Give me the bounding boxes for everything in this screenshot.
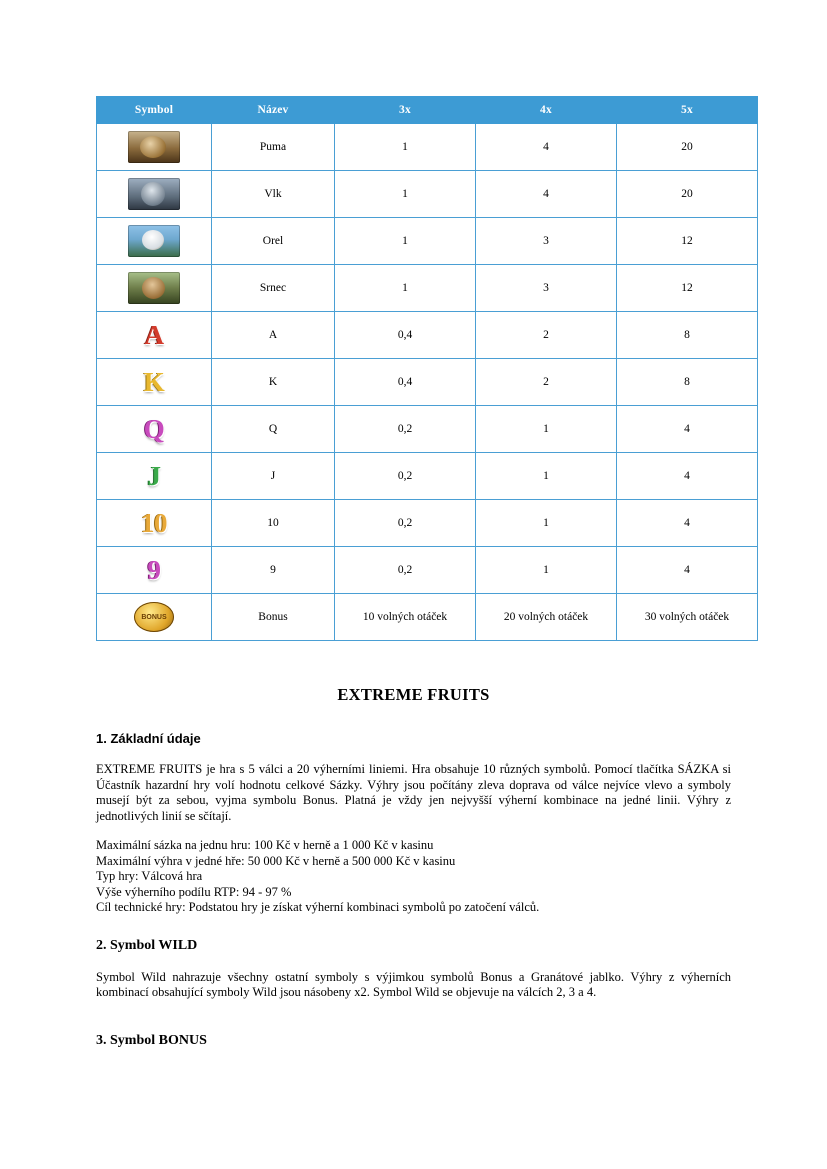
paytable-header [97,97,758,124]
column-header-symbol: Symbol [97,97,212,124]
puma-symbol-icon-art [128,131,180,163]
symbol-name-cell: K [212,359,335,406]
info-line: Typ hry: Válcová hra [96,869,203,883]
payout-x3-cell: 0,2 [335,453,476,500]
wolf-symbol-icon [99,171,209,217]
table-row [97,171,758,218]
table-row [97,218,758,265]
column-header-5x: 5x [617,97,758,124]
symbol-name-cell: A [212,312,335,359]
card-j-symbol-icon-glyph: J [147,461,161,491]
payout-x5-cell: 4 [617,500,758,547]
card-q-symbol-icon [99,406,209,452]
payout-x4-cell: 3 [476,218,617,265]
card-9-symbol-icon-glyph: 9 [147,555,161,585]
table-row [97,406,758,453]
symbol-cell [97,265,212,312]
section-heading-3: 3. Symbol BONUS [96,1032,207,1048]
payout-x5-cell: 20 [617,124,758,171]
card-10-symbol-icon [99,500,209,546]
section-heading-2: 2. Symbol WILD [96,937,198,953]
section-paragraph-2: Symbol Wild nahrazuje všechny ostatní symboly s výjimkou symbolů Bonus a Granátové jablko. Výhry z výherních kombinací obsahující symboly Wild jsou násobeny x2. Symbol Wild se objevuje na válcích 2, 3 a 4. [96,969,731,999]
table-row [97,547,758,594]
table-row [97,265,758,312]
section-lines-1 [96,838,731,916]
deer-symbol-icon-art [128,272,180,304]
payout-x4-cell: 1 [476,406,617,453]
spacer [96,1015,731,1033]
card-a-symbol-icon [99,312,209,358]
symbol-cell [97,171,212,218]
symbol-name-cell: Puma [212,124,335,171]
page-title: EXTREME FRUITS [337,685,490,704]
table-row [97,453,758,500]
payout-x5-cell: 4 [617,406,758,453]
card-a-symbol-icon-glyph: A [144,320,164,350]
card-k-symbol-icon-glyph: K [143,367,165,397]
payout-x4-cell: 4 [476,171,617,218]
section-heading-1: 1. Základní údaje [96,731,201,746]
payout-x3-cell: 1 [335,171,476,218]
symbol-cell [97,406,212,453]
symbol-name-cell: 9 [212,547,335,594]
symbol-cell [97,359,212,406]
symbol-cell [97,594,212,641]
payout-x5-cell: 8 [617,312,758,359]
bonus-symbol-icon-art: BONUS [134,602,174,632]
symbol-name-cell: Srnec [212,265,335,312]
column-header-name: Název [212,97,335,124]
payout-x3-cell: 0,4 [335,312,476,359]
payout-x5-cell: 12 [617,218,758,265]
symbol-cell [97,547,212,594]
column-header-3x: 3x [335,97,476,124]
symbol-cell [97,312,212,359]
payout-x3-cell: 0,4 [335,359,476,406]
payout-x3-cell: 1 [335,265,476,312]
payout-x4-cell: 20 volných otáček [476,594,617,641]
card-10-symbol-icon-glyph: 10 [141,508,167,538]
payout-x4-cell: 4 [476,124,617,171]
symbol-cell [97,218,212,265]
symbol-name-cell: 10 [212,500,335,547]
payout-x4-cell: 2 [476,312,617,359]
payout-x3-cell: 0,2 [335,406,476,453]
payout-x5-cell: 30 volných otáček [617,594,758,641]
info-line: Maximální výhra v jedné hře: 50 000 Kč v herně a 500 000 Kč v kasinu [96,853,456,868]
section-paragraph-1: EXTREME FRUITS je hra s 5 válci a 20 výherními liniemi. Hra obsahuje 10 různých symbolů. Pomocí tlačítka SÁZKA si Účastník hazardní hry volí hodnotu celkové Sázky. Výhry jsou počítány zleva doprava od válce nejvíce vlevo a symboly musejí být za sebou, vyjma symbolu Bonus. Platná je vždy jen nejvyšší výherní kombinace na jedné linii. Výhry z jednotlivých linií se sčítají. [96,762,731,823]
symbol-name-cell: Q [212,406,335,453]
info-line: Maximální sázka na jednu hru: 100 Kč v herně a 1 000 Kč v kasinu [96,838,434,852]
animal-head-shape [142,230,164,250]
paytable-header-row [97,97,758,124]
paytable [96,96,758,641]
table-row [97,359,758,406]
card-q-symbol-icon-glyph: Q [143,414,165,444]
card-9-symbol-icon [99,547,209,593]
payout-x3-cell: 10 volných otáček [335,594,476,641]
symbol-cell [97,453,212,500]
symbol-name-cell: J [212,453,335,500]
deer-symbol-icon [99,265,209,311]
card-j-symbol-icon [99,453,209,499]
symbol-name-cell: Orel [212,218,335,265]
payout-x3-cell: 0,2 [335,547,476,594]
card-k-symbol-icon [99,359,209,405]
bonus-symbol-icon [99,594,209,640]
symbol-cell [97,124,212,171]
payout-x3-cell: 0,2 [335,500,476,547]
info-line: Výše výherního podílu RTP: 94 - 97 % [96,884,292,899]
payout-x5-cell: 4 [617,453,758,500]
payout-x4-cell: 1 [476,500,617,547]
animal-head-shape [142,277,165,299]
payout-x3-cell: 1 [335,218,476,265]
payout-x5-cell: 8 [617,359,758,406]
table-row [97,124,758,171]
animal-head-shape [140,136,166,158]
table-row [97,312,758,359]
payout-x5-cell: 12 [617,265,758,312]
payout-x5-cell: 4 [617,547,758,594]
symbol-cell [97,500,212,547]
eagle-symbol-icon [99,218,209,264]
table-row [97,594,758,641]
payout-x4-cell: 3 [476,265,617,312]
paytable-body [97,124,758,641]
animal-head-shape [141,182,165,206]
payout-x4-cell: 2 [476,359,617,406]
wolf-symbol-icon-art [128,178,180,210]
eagle-symbol-icon-art [128,225,180,257]
puma-symbol-icon [99,124,209,170]
payout-x3-cell: 1 [335,124,476,171]
payout-x5-cell: 20 [617,171,758,218]
table-row [97,500,758,547]
symbol-name-cell: Bonus [212,594,335,641]
info-line: Cíl technické hry: Podstatou hry je získat výherní kombinaci symbolů po zatočení válců. [96,900,540,914]
payout-x4-cell: 1 [476,453,617,500]
payout-x4-cell: 1 [476,547,617,594]
symbol-name-cell: Vlk [212,171,335,218]
column-header-4x: 4x [476,97,617,124]
